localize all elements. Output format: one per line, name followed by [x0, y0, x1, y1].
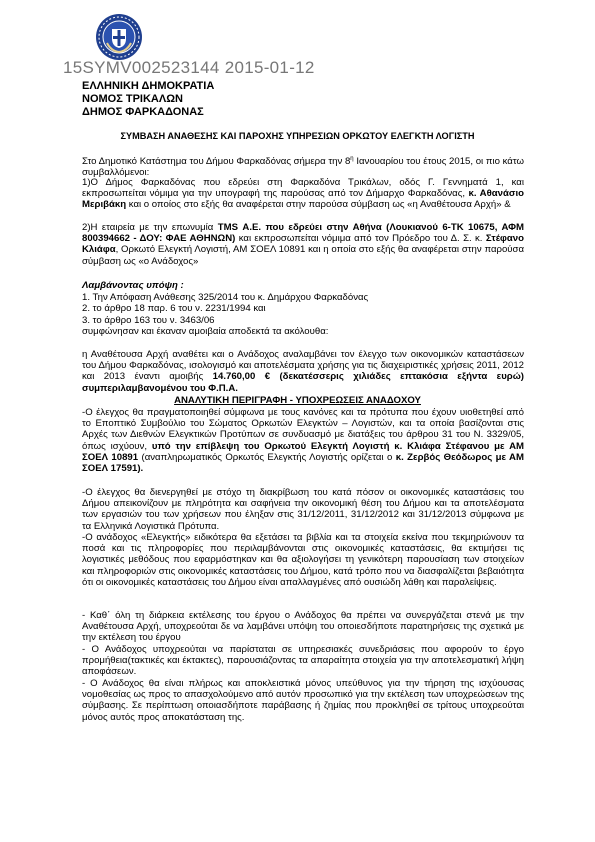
- obligation-standards: -Ο έλεγχος θα πραγματοποιηθεί σύμφωνα με τους κανόνες και τα πρότυπα που έχουν υιοθετηθεί από το Εποπτικό Συμβούλιο του Σώματος Ορκωτών Ελεγκτών – Λογιστών, και τα οποία βασίζονται στις Αρχές των Διεθνών Ελεγκτικών Προτύπων σε συνδυασμό με διατάξεις του άρθρου 31 του Ν. 3329/05, όπως ισχύουν, υπό την επίβλεψη του Ορκωτού Ελεγκτή Λογιστή κ. Κλιάφα Στέφανου με ΑΜ ΣΟΕΛ 10891 (αναπληρωματικός Ορκωτός Ελεγκτής Λογιστής ορίζεται ο κ. Ζερβός Θεόδωρος με ΑΜ ΣΟΕΛ 17591).: [82, 407, 524, 475]
- section-title: ΑΝΑΛΥΤΙΚΗ ΠΕΡΙΓΡΑΦΗ - ΥΠΟΧΡΕΩΣΕΙΣ ΑΝΑΔΟΧΟΥ: [174, 395, 421, 406]
- considering-item-3: 3. το άρθρο 163 του ν. 3463/06: [82, 315, 215, 326]
- document-title: ΣΥΜΒΑΣΗ ΑΝΑΘΕΣΗΣ ΚΑΙ ΠΑΡΟΧΗΣ ΥΠΗΡΕΣΙΩΝ ΟΡΚΩΤΟΥ ΕΛΕΓΚΤΗ ΛΟΓΙΣΤΗ: [120, 131, 475, 141]
- header-republic: ΕΛΛΗΝΙΚΗ ΔΗΜΟΚΡΑΤΙΑ: [82, 80, 215, 92]
- obligation-objective: -Ο έλεγχος θα διενεργηθεί με στόχο τη διακρίβωση του κατά πόσον οι οικονομικές καταστάσεις του Δήμου απεικονίζουν με πληρότητα και σαφήνεια την οικονομική θέση του Δήμου και τα αποτελέσματα των εργασιών του των χρήσεων που έληξαν στις 31/12/2011, 31/12/2012 και 31/12/2013 σύμφωνα με τα Ελληνικά Λογιστικά Πρότυπα.: [82, 487, 524, 532]
- header-municipality: ΔΗΜΟΣ ΦΑΡΚΑΔΟΝΑΣ: [82, 106, 204, 118]
- obligation-liability: - Ο Ανάδοχος θα είναι πλήρως και αποκλειστικά μόνος υπεύθυνος για την τήρηση της ισχύουσας νομοθεσίας ως προς το απασχολούμενο από αυτόν προσωπικό για την εκτέλεση των υποχρεώσεων της σύμβασης. Σε περίπτωση οποιασδήποτε παράβασης ή ζημίας που προκληθεί σε τρίτους υποχρεούται μόνος αυτός προς αποκατάσταση της.: [82, 678, 525, 723]
- considering-item-1: 1. Την Απόφαση Ανάθεσης 325/2014 του κ. Δημάρχου Φαρκαδόνας: [82, 292, 369, 303]
- obligation-examination: -Ο ανάδοχος «Ελεγκτής» ειδικότερα θα εξετάσει τα βιβλία και τα στοιχεία εκείνα που τεκμηριώνουν τα ποσά και τις πληροφορίες που περιλαμβάνονται στις οικονομικές καταστάσεις, θα εκτιμήσει τις λογιστικές μεθόδους που εφαρμόστηκαν και θα αξιολογήσει τη γενικότερη παρουσίαση των στοιχείων και πληροφοριών στις οικονομικές καταστάσεις του Δήμου, κατά τρόπο που να διασφαλίζεται βεβαιότητα ότι οι οικονομικές καταστάσεις του Δήμου είναι απαλλαγμένες από ουσιώδη λάθη και παραλείψεις.: [82, 532, 524, 588]
- party-one-paragraph: 1)Ο Δήμος Φαρκαδόνας που εδρεύει στη Φαρκαδόνα Τρικάλων, οδός Γ. Γεννηματά 1, και εκπροσωπείται νόμιμα για την υπογραφή της παρούσας από τον Δήμαρχο Φαρκαδόνας, κ. Αθανάσιο Μεριβάκη και ο οποίος στο εξής θα αναφέρεται στην παρούσα σύμβαση ως «η Αναθέτουσα Αρχή» &: [82, 177, 524, 211]
- header-prefecture: ΝΟΜΟΣ ΤΡΙΚΑΛΩΝ: [82, 93, 183, 105]
- protocol-stamp: 15SYMV002523144 2015-01-12: [63, 58, 315, 77]
- obligation-meetings: - Ο Ανάδοχος υποχρεούται να παρίσταται σε υπηρεσιακές συνεδριάσεις που αφορούν το έργο προμήθεια(τακτικές και έκτακτες), παρουσιάζοντας τα απαραίτητα στοιχεία για την αποτελεσματική λήψη αποφάσεων.: [82, 644, 524, 678]
- party-two-paragraph: 2)Η εταιρεία με την επωνυμία TMS Α.Ε. που εδρεύει στην Αθήνα (Λουκιανού 6-ΤΚ 10675, ΑΦΜ 800394662 - ΔΟΥ: ΦΑΕ ΑΘΗΝΩΝ) και εκπροσωπείται νόμιμα από τον Πρόεδρο του Δ. Σ. κ. Στέφανο Κλιάφα, Ορκωτό Ελεγκτή Λογιστή, ΑΜ ΣΟΕΛ 10891 και η οποία στο εξής θα αναφέρεται στην παρούσα σύμβαση ως «ο Ανάδοχος»: [82, 222, 524, 267]
- obligation-cooperation: - Καθ΄ όλη τη διάρκεια εκτέλεσης του έργου ο Ανάδοχος θα πρέπει να συνεργάζεται στενά με την Αναθέτουσα Αρχή, υποχρεούται δε να λαμβάνει υπόψη του οποιεσδήποτε παρατηρήσεις της σχετικά με την εκτέλεση του έργου: [82, 610, 524, 644]
- agreed-line: συμφώνησαν και έκαναν αμοιβαία αποδεκτά τα ακόλουθα:: [82, 326, 329, 337]
- considering-heading: Λαμβάνοντας υπόψη :: [82, 280, 184, 291]
- hellenic-republic-seal-icon: [95, 13, 143, 61]
- assignment-paragraph: η Αναθέτουσα Αρχή αναθέτει και ο Ανάδοχος αναλαμβάνει τον έλεγχο των οικονομικών καταστάσεων του Δήμου Φαρκαδόνας, ισολογισμό και αποτελέσματα χρήσης για τις διαχειριστικές χρήσεις 2011, 2012 και 2013 έναντι αμοιβής 14.760,00 € (δεκατέσσερις χιλιάδες επτακόσια εξήντα ευρώ) συμπεριλαμβανομένου του Φ.Π.Α.: [82, 349, 525, 394]
- intro-paragraph: Στο Δημοτικό Κατάστημα του Δήμου Φαρκαδόνας σήμερα την $8^\eta$ Ιανουαρίου του έτους 2015, οι πιο κάτω συμβαλλόμενοι:: [82, 156, 524, 179]
- considering-item-2: 2. το άρθρο 18 παρ. 6 του ν. 2231/1994 και: [82, 303, 266, 314]
